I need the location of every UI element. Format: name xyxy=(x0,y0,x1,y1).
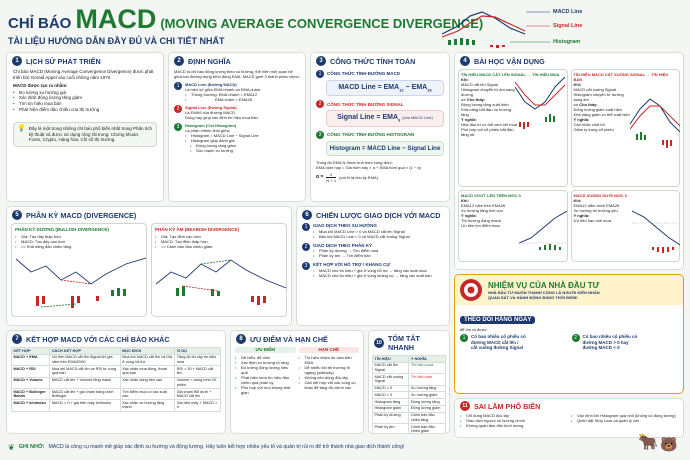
mistake-item: • Chỉ dùng MACD độc lập xyxy=(460,413,567,418)
definition-item xyxy=(174,105,300,120)
divergence-panel xyxy=(6,206,292,326)
daily-question-2: 2 Có bao nhiêu cổ phiếu có đường MACD > 0 hay đường MACD < 0 xyxy=(572,334,679,351)
section-number: 6 xyxy=(302,210,312,220)
header-macd-line xyxy=(442,12,525,34)
cons-column xyxy=(299,347,360,395)
target-icon xyxy=(459,278,483,302)
ema-note: Trong đó EMA N được tính theo công thức: xyxy=(316,159,393,165)
table-cell: MACD cắt lên + Volume tăng mạnh xyxy=(50,377,120,388)
table-cell: Volume > trung bình 20 phiên xyxy=(175,377,221,388)
bear-point: • MACD: Tạo đỉnh thấp hơn xyxy=(155,239,283,244)
item-number: 3 xyxy=(174,123,182,131)
table-row xyxy=(12,400,221,411)
column-header: Ý NGHĨA xyxy=(409,356,446,363)
bull-icon: 🐂 xyxy=(638,434,658,451)
item-sub: • Histogram giúp đánh giá: xyxy=(185,138,259,143)
divergence-header xyxy=(7,207,291,223)
section-number: 10 xyxy=(374,338,384,348)
header-histogram xyxy=(448,38,505,48)
table-row: MACD > 0 Xu hướng tăng xyxy=(373,385,446,392)
section-number: 4 xyxy=(460,56,470,66)
pro-item: • Phù hợp với mọi khung thời gian xyxy=(235,385,296,395)
header-chart-svg xyxy=(440,4,650,48)
goal-item: • Đo lường xu hướng giá xyxy=(13,90,157,96)
strategy-head: GIAO DỊCH THEO PHÂN KỲ xyxy=(313,242,373,248)
table-cell: MACD > 0 + giá trên mây Ichimoku xyxy=(50,400,120,411)
item-number: 3 xyxy=(302,262,310,270)
daily-sub: để tìm ra được: xyxy=(460,327,488,332)
buy-signal-chart xyxy=(515,67,565,137)
card-head: MACD XUỐNG DƯỚI MỐC 0 xyxy=(573,193,627,198)
table-cell: MACD + Bollinger Bands xyxy=(12,388,50,399)
table-cell: MACD + EMA xyxy=(12,354,50,365)
mistakes-left xyxy=(460,413,567,428)
history-panel xyxy=(6,52,164,202)
bullish-divergence-box xyxy=(11,223,147,317)
combo-table xyxy=(11,347,221,412)
table-cell: MACD cắt lên + giá chạm băng dưới Bollinger xyxy=(50,388,120,399)
application-card-b: TÍN HIỆU MACD CẮT XUỐNG SIGNAL → TÍN HIỆU BÁN Khi: MACD cắt xuống Signal Histogram chuyển từ dương sang âm => Cho thấy: Động lượng giảm xuất hiện Khả năng giảm có thể xuất hiện Ý nghĩa: Cân nhắc chốt lời Giảm tỷ trọng cổ phiếu xyxy=(571,69,681,187)
item-desc: Là hiệu số giữa EMA nhanh và EMA chậm. xyxy=(185,87,262,92)
macd-formula: MACD Line = $EMA_{12} - EMA_{26}$ xyxy=(326,80,444,96)
table-row: MACD cắt xuống Signal Tín hiệu bán xyxy=(373,374,446,385)
daily-question-1: 1 Có bao nhiêu cổ phiếu có đường MACD cắt lên / cắt xuống đường Signal xyxy=(460,334,567,351)
mistake-item: • Vào lệnh khi Histogram quá nhỏ (không có động lượng) xyxy=(571,413,678,418)
histogram-formula: Histogram = MACD Line − Signal Line xyxy=(326,141,444,156)
section-number: 8 xyxy=(236,334,246,344)
column-header: MỤC ĐÍCH xyxy=(120,348,174,355)
strategy-header xyxy=(297,207,449,223)
table-cell: Mua khi MACD cắt lên và RSI từ vùng quá bán xyxy=(50,366,120,377)
item-desc: Là phần chênh lệch giữa: xyxy=(185,128,231,133)
above-zero-chart xyxy=(519,203,567,258)
strategy-line: • MACD cho tín hiệu + giá ở vùng kháng cự → tăng xác suất bán xyxy=(313,273,444,278)
item-number: 1 xyxy=(316,70,324,78)
mistake-item: • Quên đặt Stop Loss và quản lý vốn xyxy=(571,418,678,423)
table-row xyxy=(12,377,221,388)
strategy-head: KẾT HỢP VỚI HỖ TRỢ / KHÁNG CỰ xyxy=(313,262,391,268)
section-title: CHIẾN LƯỢC GIAO DỊCH VỚI MACD xyxy=(316,210,441,220)
item-number: 2 xyxy=(174,105,182,113)
strategy-line: • Phân kỳ âm → Tìm điểm bán xyxy=(313,253,444,258)
item-sub: • Histogram = MACD Line − Signal Line xyxy=(185,133,259,138)
strategy-line: • MACD cho tín hiệu + giá ở vùng hỗ trợ → tăng xác suất mua xyxy=(313,268,444,273)
header-signal-line xyxy=(442,16,525,37)
question-number: 2 xyxy=(572,334,580,342)
history-note-box xyxy=(13,122,157,147)
strategy-head: GIAO DỊCH THEO XU HƯỚNG xyxy=(313,223,377,228)
con-item: • Cần kết hợp với các công cụ khác để tăng độ chính xác xyxy=(299,380,360,390)
item-sub: • Động lượng tăng giảm xyxy=(190,143,259,148)
page-subtitle: TÀI LIỆU HƯỚNG DẪN ĐẦY ĐỦ VÀ CHI TIẾT NHẤT xyxy=(8,36,225,46)
history-intro: Chỉ báo MACD (Moving Average Convergence Divergence) được phát triển bởi Gerald Appel vào cuối những năm 1970. xyxy=(13,69,154,80)
proscons-panel xyxy=(230,330,364,434)
item-name: Histogram (Cột Histogram) xyxy=(185,123,237,128)
bull-point: • MACD: Tạo đáy cao hơn xyxy=(15,239,143,244)
history-created-for: MACD được tạo ra nhằm: xyxy=(13,83,68,89)
strategy-line: • Bán khi MACD Line < 0 và MACD cắt xuống Signal xyxy=(313,234,444,239)
section-number: 7 xyxy=(12,334,22,344)
section-number: 3 xyxy=(316,56,326,66)
bull-point: • Giá: Tạo đáy thấp hơn xyxy=(15,234,143,239)
section-title: KẾT HỢP MACD VỚI CÁC CHỈ BÁO KHÁC xyxy=(26,334,170,344)
table-row: Phân kỳ dương Cảnh báo đảo chiều tăng xyxy=(373,412,446,423)
strategy-item xyxy=(302,262,444,278)
formula-item-2 xyxy=(316,100,444,126)
goal-item: • Xác định động lượng tăng giảm xyxy=(13,95,157,101)
card-head: TÍN HIỆU MACD CẮT LÊN SIGNAL → TÍN HIỆU MUA xyxy=(461,72,560,77)
pro-item: • Phát hiện sớm tín hiệu đảo chiều qua phân kỳ xyxy=(235,375,296,385)
definition-item xyxy=(174,123,300,153)
application-card-d: MACD XUỐNG DƯỚI MỐC 0 Khi: EMA12 nằm dưới EMA26 Xu hướng thị trường yếu Ý nghĩa: Ưu tiên hạn chế mua xyxy=(571,190,681,262)
pros-title: ƯU ĐIỂM xyxy=(235,347,296,353)
legend-signal: Signal Line xyxy=(553,23,583,29)
section-title: BÀI HỌC VẬN DỤNG xyxy=(474,56,545,66)
section-number: 5 xyxy=(12,210,22,220)
summary-table xyxy=(372,355,446,434)
table-row: MACD cắt lên Signal Tín hiệu mua xyxy=(373,362,446,373)
mistakes-header xyxy=(455,399,683,413)
item-number: 1 xyxy=(174,82,182,90)
table-row: Histogram tăng Động lượng tăng xyxy=(373,399,446,406)
mission-sub2: QUAN SÁT VÀ HÀNH ĐỘNG ĐÚNG THỜI ĐIỂM! xyxy=(488,294,578,300)
bull-point: • => Khả năng đảo chiều tăng. xyxy=(15,244,143,249)
table-cell: Giá trên mây + MACD > 0 xyxy=(175,400,221,411)
section-title: SAI LẦM PHỔ BIẾN xyxy=(474,401,541,411)
table-cell: MACD + RSI xyxy=(12,366,50,377)
daily-title: THEO DÕI HẰNG NGÀY xyxy=(460,316,535,324)
bear-point: • Giá: Tạo đỉnh cao hơn xyxy=(155,234,283,239)
section-number: 11 xyxy=(460,401,470,411)
application-header xyxy=(455,53,683,69)
signal-formula: Signal Line = $EMA_9$ (của MACD Line) xyxy=(326,110,444,126)
below-zero-chart xyxy=(632,203,680,258)
table-cell: MACD + Volume xyxy=(12,377,50,388)
bull-title: PHÂN KỲ DƯƠNG (BULLISH DIVERGENCE) xyxy=(15,227,109,232)
column-header: CÁCH KẾT HỢP xyxy=(50,348,120,355)
table-row xyxy=(12,388,221,399)
definition-intro: MACD là chỉ báo động lượng theo xu hướng, thể hiện mối quan hệ giữa hai đường trung bình động EMA. MACD gồm 3 thành phần chính: xyxy=(174,69,300,79)
strategy-item xyxy=(302,243,444,259)
table-cell: RSI > 30 + MACD cắt lên xyxy=(175,366,221,377)
footer xyxy=(8,440,628,454)
table-row: Phân kỳ âm Cảnh báo đảo chiều giảm xyxy=(373,424,446,434)
item-number: 2 xyxy=(302,243,310,251)
pro-item: • Dễ hiểu, dễ nhìn xyxy=(235,355,296,360)
table-row xyxy=(12,366,221,377)
history-header xyxy=(7,53,163,69)
item-name: Signal Line (Đường Signal) xyxy=(185,105,237,110)
title-paren: (MOVING AVERAGE CONVERGENCE DIVERGENCE) xyxy=(160,16,484,31)
table-cell: Giá chạm BB dưới + MACD cắt lên xyxy=(175,388,221,399)
mission-sub1: NHÀ ĐẦU TƯ MUỐN THÀNH CÔNG LÀ NGƯỜI KIÊN NHẪN xyxy=(488,289,600,295)
item-number: 3 xyxy=(316,131,324,139)
table-cell: MACD + Ichimoku xyxy=(12,400,50,411)
column-header: TÍN HIỆU xyxy=(373,356,409,363)
mission-title: NHIỆM VỤ CỦA NHÀ ĐẦU TƯ xyxy=(488,280,600,290)
header-macd-illustration xyxy=(440,4,650,48)
proscons-header xyxy=(231,331,363,347)
section-number: 2 xyxy=(174,56,184,66)
section-title: PHÂN KỲ MACD (DIVERGENCE) xyxy=(26,210,137,220)
table-row: MACD < 0 Xu hướng giảm xyxy=(373,392,446,399)
table-cell: Tìm điểm mua có xác suất cao xyxy=(120,388,174,399)
bullish-divergence-chart xyxy=(16,254,146,314)
con-item: • Không nên dùng độc lập xyxy=(299,375,360,380)
item-number: 1 xyxy=(302,223,310,231)
card-head: MACD VƯỢT LÊN TRÊN MỐC 0 xyxy=(461,193,521,198)
table-cell: Xác nhận mua đúng, thoát quá bán xyxy=(120,366,174,377)
con-item: • Dễ nhiễu khi thị trường đi ngang (sideway) xyxy=(299,365,360,375)
footer-text: MACD là công cụ mạnh mẽ giúp xác định xu hướng và động lượng. Hãy luôn kết hợp nhiều yếu tố và quản trị rủi ro để trở thành nhà giao dịch thành công! xyxy=(48,444,405,450)
strategy-line: • Phân kỳ dương → Tìm điểm mua xyxy=(313,248,444,253)
combo-panel xyxy=(6,330,226,434)
pros-column xyxy=(235,347,296,395)
mission-panel xyxy=(454,274,684,394)
con-item: • Tín hiệu chậm do dựa trên EMA xyxy=(299,355,360,365)
header xyxy=(8,4,484,50)
item-name: MACD Line (Đường MACD) xyxy=(185,82,237,87)
history-goals xyxy=(13,90,157,112)
mistake-item: • Không quan tâm đến khối lượng xyxy=(460,423,567,428)
section-title: CÔNG THỨC TÍNH TOÁN xyxy=(330,56,416,66)
formula-item-3 xyxy=(316,131,444,156)
column-header: VÍ DỤ xyxy=(175,348,221,355)
leaf-icon: ❦ xyxy=(8,442,15,452)
item-number: 2 xyxy=(316,100,324,108)
section-title: ĐỊNH NGHĨA xyxy=(188,56,231,66)
daily-tracking xyxy=(455,305,683,354)
pro-item: • Xác định xu hướng rõ ràng xyxy=(235,360,296,365)
item-sub: Dùng hay giúp xác định tín hiệu mua bán. xyxy=(185,115,259,120)
item-desc: Là EMA9 của đường MACD. xyxy=(185,110,237,115)
goal-item: • Tìm tín hiệu mua bán xyxy=(13,101,157,107)
formula-header xyxy=(311,53,449,69)
legend-histogram: Histogram xyxy=(553,39,581,45)
bearish-divergence-box xyxy=(151,223,287,317)
pro-item: • Đo lường động lượng hiệu quả xyxy=(235,365,296,375)
summary-panel xyxy=(368,330,450,434)
item-sub: • EMA chậm = EMA26 xyxy=(185,97,261,102)
formula-head: CÔNG THỨC TÍNH ĐƯỜNG MACD xyxy=(327,71,401,77)
strategy-panel xyxy=(296,206,450,326)
bearish-divergence-chart xyxy=(156,254,286,314)
combo-header xyxy=(7,331,225,347)
alpha-formula: α = $\frac{2}{N + 1}$ (với N là chu kỳ EMA) xyxy=(316,171,378,183)
table-header-row xyxy=(373,356,446,363)
summary-header xyxy=(369,331,449,355)
item-sub: • Thông thường: EMA nhanh = EMA12 xyxy=(185,92,261,97)
section-title: TÓM TẮT NHANH xyxy=(388,334,420,352)
application-card-a: TÍN HIỆU MACD CẮT LÊN SIGNAL → TÍN HIỆU MUA Khi: MACD cắt lên Signal Histogram chuyển từ âm sang dương => Cho thấy: Động lượng tăng xuất hiện Khả năng bắt đầu xu hướng tăng Ý nghĩa: Nhà đầu tư có thể xem xét mua Phù hợp với cổ phiếu bắt đầu tăng tốt xyxy=(458,69,568,187)
definition-panel xyxy=(168,52,306,202)
bear-title: PHÂN KỲ ÂM (BEARISH DIVERGENCE) xyxy=(155,227,240,232)
title-main: MACD xyxy=(75,4,157,34)
formula-head: CÔNG THỨC TÍNH ĐƯỜNG HISTOGRAM xyxy=(327,131,414,137)
formula-head: CÔNG THỨC TÍNH ĐƯỜNG SIGNAL xyxy=(327,101,404,107)
table-cell: Xác nhận dòng tiền vào xyxy=(120,377,174,388)
legend-macd: MACD Line xyxy=(553,9,583,15)
bear-point: • => Cảnh báo đảo chiều giảm. xyxy=(155,244,283,249)
table-header-row xyxy=(12,348,221,355)
lightbulb-icon: 💡 xyxy=(17,125,26,133)
item-sub: • Sức mạnh xu hướng xyxy=(190,148,259,153)
column-header: KẾT HỢP xyxy=(12,348,50,355)
goal-item: • Phát hiện điểm đảo chiều của thị trường xyxy=(13,107,157,113)
cons-title: HẠN CHẾ xyxy=(299,347,360,353)
ema-formula: EMA hôm nay = Giá hôm nay × α + EMA hôm qua × (1 − α) xyxy=(316,164,422,170)
table-row: Histogram giảm Động lượng giảm xyxy=(373,405,446,412)
footer-label: GHI NHỚ: xyxy=(18,444,45,450)
strategy-item xyxy=(302,223,444,239)
table-cell: Xác nhận xu hướng tăng mạnh xyxy=(120,400,174,411)
mission-banner xyxy=(455,275,683,305)
mistakes-right xyxy=(571,413,678,428)
section-number: 1 xyxy=(12,56,22,66)
sell-signal-chart xyxy=(630,84,680,154)
formula-panel xyxy=(310,52,450,202)
application-card-c: MACD VƯỢT LÊN TRÊN MỐC 0 Khi: EMA12 nằm trên EMA26 Xu hướng tăng tích cực Ý nghĩa: Thị trường đang mạnh Ưu tiên tìm điểm mua xyxy=(458,190,568,262)
formula-item-1 xyxy=(316,70,444,96)
table-cell: Tăng độ tin cậy tín hiệu mua xyxy=(175,354,221,365)
definition-header xyxy=(169,53,305,69)
definition-item xyxy=(174,82,300,102)
table-cell: Ưu tiên MACD cắt lên Signal khi giá nằm trên EMA20/50 xyxy=(50,354,120,365)
question-number: 1 xyxy=(460,334,468,342)
table-row xyxy=(12,354,221,365)
bear-icon: 🐻 xyxy=(660,436,678,452)
card-head: TÍN HIỆU MACD CẮT XUỐNG SIGNAL → TÍN HIỆU BÁN xyxy=(573,72,669,82)
table-cell: Mua khi MACD cắt lên và Giá ở vùng hỗ trợ xyxy=(120,354,174,365)
strategy-line: • Mua khi MACD Line > 0 và MACD cắt lên Signal xyxy=(313,229,444,234)
section-title: ƯU ĐIỂM VÀ HẠN CHẾ xyxy=(250,334,328,344)
history-note: Đây là một trong những chỉ báo phổ biến nhất trong Phân tích kỹ thuật và được sử dụng rộng rãi trong: Chứng khoán, Forex, Crypto, Hàng hóa, Chỉ số thị trường. xyxy=(28,126,153,143)
title-prefix: CHỈ BÁO xyxy=(8,15,72,32)
mistake-item: • Giao dịch ngược xu hướng chính xyxy=(460,418,567,423)
section-title: LỊCH SỬ PHÁT TRIỂN xyxy=(26,56,101,66)
application-panel xyxy=(454,52,684,270)
